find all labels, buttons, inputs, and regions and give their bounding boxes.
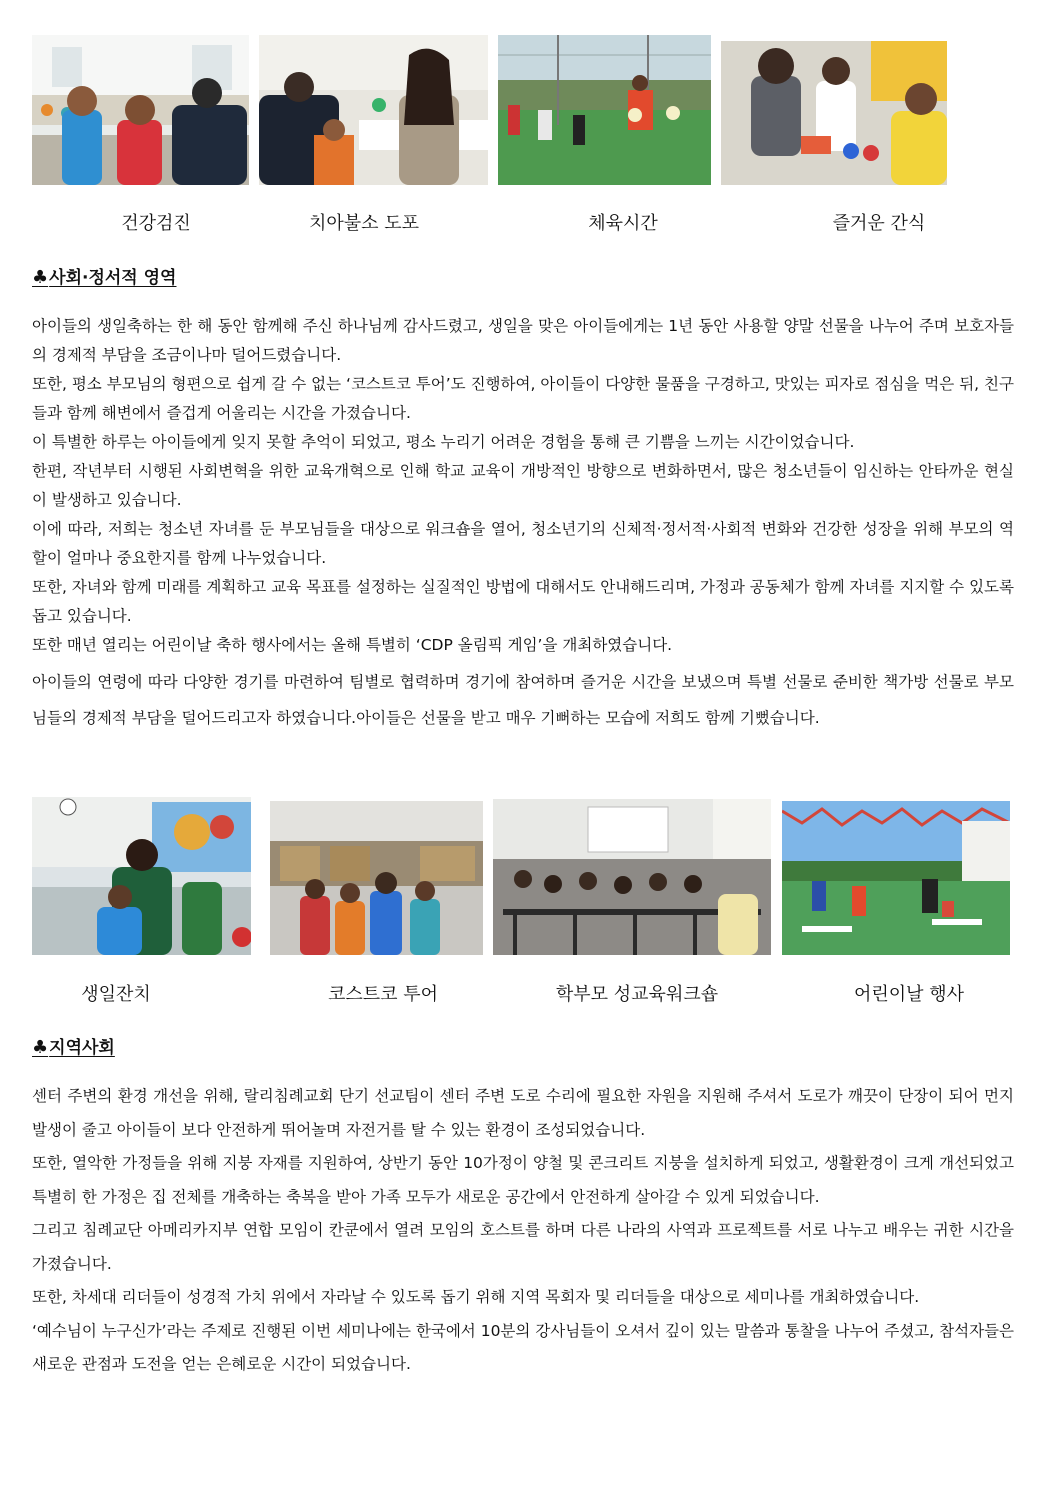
paragraph: 이 특별한 하루는 아이들에게 잊지 못할 추억이 되었고, 평소 누리기 어려운 경험을 통해 큰 기쁨을 느끼는 시간이었습니다. [32, 433, 855, 451]
paragraph: 한편, 작년부터 시행된 사회변혁을 위한 교육개혁으로 인해 학교 교육이 개방적인 방향으로 변화하면서, 많은 청소년들이 임신하는 안타까운 현실이 발생하고 있습니다. [32, 462, 1014, 509]
photo-health-checkup [32, 35, 249, 185]
caption-parent-workshop: 학부모 성교육워크숍 [555, 984, 719, 1005]
caption-health-checkup: 건강검진 [121, 213, 191, 234]
photo-childrens-day [782, 801, 1010, 955]
caption-sports-time: 체육시간 [588, 213, 658, 234]
section-title: 사회·정서적 영역 [49, 268, 177, 288]
paragraph: 그리고 침례교단 아메리카지부 연합 모임이 칸쿤에서 열려 모임의 호스트를 하며 다른 나라의 사역과 프로젝트를 서로 나누고 배우는 귀한 시간을 가졌습니다. [32, 1221, 1014, 1273]
paragraph: 또한, 차세대 리더들이 성경적 가치 위에서 자라날 수 있도록 돕기 위해 지역 목회자 및 리더들을 대상으로 세미나를 개최하였습니다. [32, 1288, 920, 1306]
photo-dental-fluoride [259, 35, 488, 185]
section-body-community [32, 1080, 1014, 1382]
paragraph: ‘예수님이 누구신가’라는 주제로 진행된 이번 세미나에는 한국에서 10분의 강사님들이 오셔서 깊이 있는 말씀과 통찰을 나누어 주셨고, 참석자들은 새로운 관점과 도전을 얻는 은혜로운 시간이 되었습니다. [32, 1321, 1014, 1373]
photo-snack-time [721, 41, 947, 185]
photo-sports-time [498, 35, 711, 185]
paragraph: 이에 따라, 저희는 청소년 자녀를 둔 부모님들을 대상으로 워크숍을 열어, 청소년기의 신체적·정서적·사회적 변화와 건강한 성장을 위해 부모의 역할이 얼마나 중요한지를 함께 나누었습니다. [32, 520, 1014, 567]
section-title: 지역사회 [49, 1038, 115, 1058]
section-heading-community [32, 1033, 115, 1058]
club-icon: ♣ [32, 267, 49, 288]
paragraph: 또한, 열악한 가정들을 위해 지붕 자재를 지원하여, 상반기 동안 10가정이 양철 및 콘크리트 지붕을 설치하게 되었고, 생활환경이 크게 개선되었고 특별히 한 가정은 집 전체를 개축하는 축복을 받아 가족 모두가 새로운 공간에서 안전하게 살아갈 수 있게 되었습니다. [32, 1154, 1014, 1206]
paragraph: 아이들의 연령에 따라 다양한 경기를 마련하여 팀별로 협력하며 경기에 참여하며 즐거운 시간을 보냈으며 특별 선물로 준비한 책가방 선물로 부모님들의 경제적 부담을 덜어드리고자 하였습니다.아이들은 선물을 받고 매우 기뻐하는 모습에 저희도 함께 기뻤습니다. [32, 673, 1014, 727]
photo-birthday-party [32, 797, 251, 955]
caption-birthday-party: 생일잔치 [81, 984, 151, 1005]
caption-dental-fluoride: 치아불소 도포 [308, 213, 420, 234]
caption-costco-tour: 코스트코 투어 [327, 984, 439, 1005]
paragraph: 또한, 자녀와 함께 미래를 계획하고 교육 목표를 설정하는 실질적인 방법에 대해서도 안내해드리며, 가정과 공동체가 함께 자녀를 지지할 수 있도록 돕고 있습니다. [32, 578, 1014, 625]
paragraph: 아이들의 생일축하는 한 해 동안 함께해 주신 하나님께 감사드렸고, 생일을 맞은 아이들에게는 1년 동안 사용할 양말 선물을 나누어 주며 보호자들의 경제적 부담을 조금이나마 덜어드렸습니다. [32, 317, 1014, 364]
paragraph: 센터 주변의 환경 개선을 위해, 랄리침례교회 단기 선교팀이 센터 주변 도로 수리에 필요한 자원을 지원해 주셔서 도로가 깨끗이 단장이 되어 먼지 발생이 줄고 아이들이 보다 안전하게 뛰어놀며 자전거를 탈 수 있는 환경이 조성되었습니다. [32, 1087, 1014, 1139]
caption-snack-time: 즐거운 간식 [832, 213, 926, 234]
photo-parent-workshop [493, 799, 771, 955]
caption-childrens-day: 어린이날 행사 [853, 984, 965, 1005]
section-body-social [32, 312, 1014, 660]
paragraph: 또한, 평소 부모님의 형편으로 쉽게 갈 수 없는 ‘코스트코 투어’도 진행하여, 아이들이 다양한 물품을 구경하고, 맛있는 피자로 점심을 먹은 뒤, 친구들과 함께 해변에서 즐겁게 어울리는 시간을 가졌습니다. [32, 375, 1014, 422]
paragraph: 또한 매년 열리는 어린이날 축하 행사에서는 올해 특별히 ‘CDP 올림픽 게임’을 개최하였습니다. [32, 636, 673, 654]
section-heading-social [32, 263, 176, 288]
section-body-social-extra [32, 664, 1014, 736]
club-icon: ♣ [32, 1037, 49, 1058]
photo-costco-tour [270, 801, 483, 955]
